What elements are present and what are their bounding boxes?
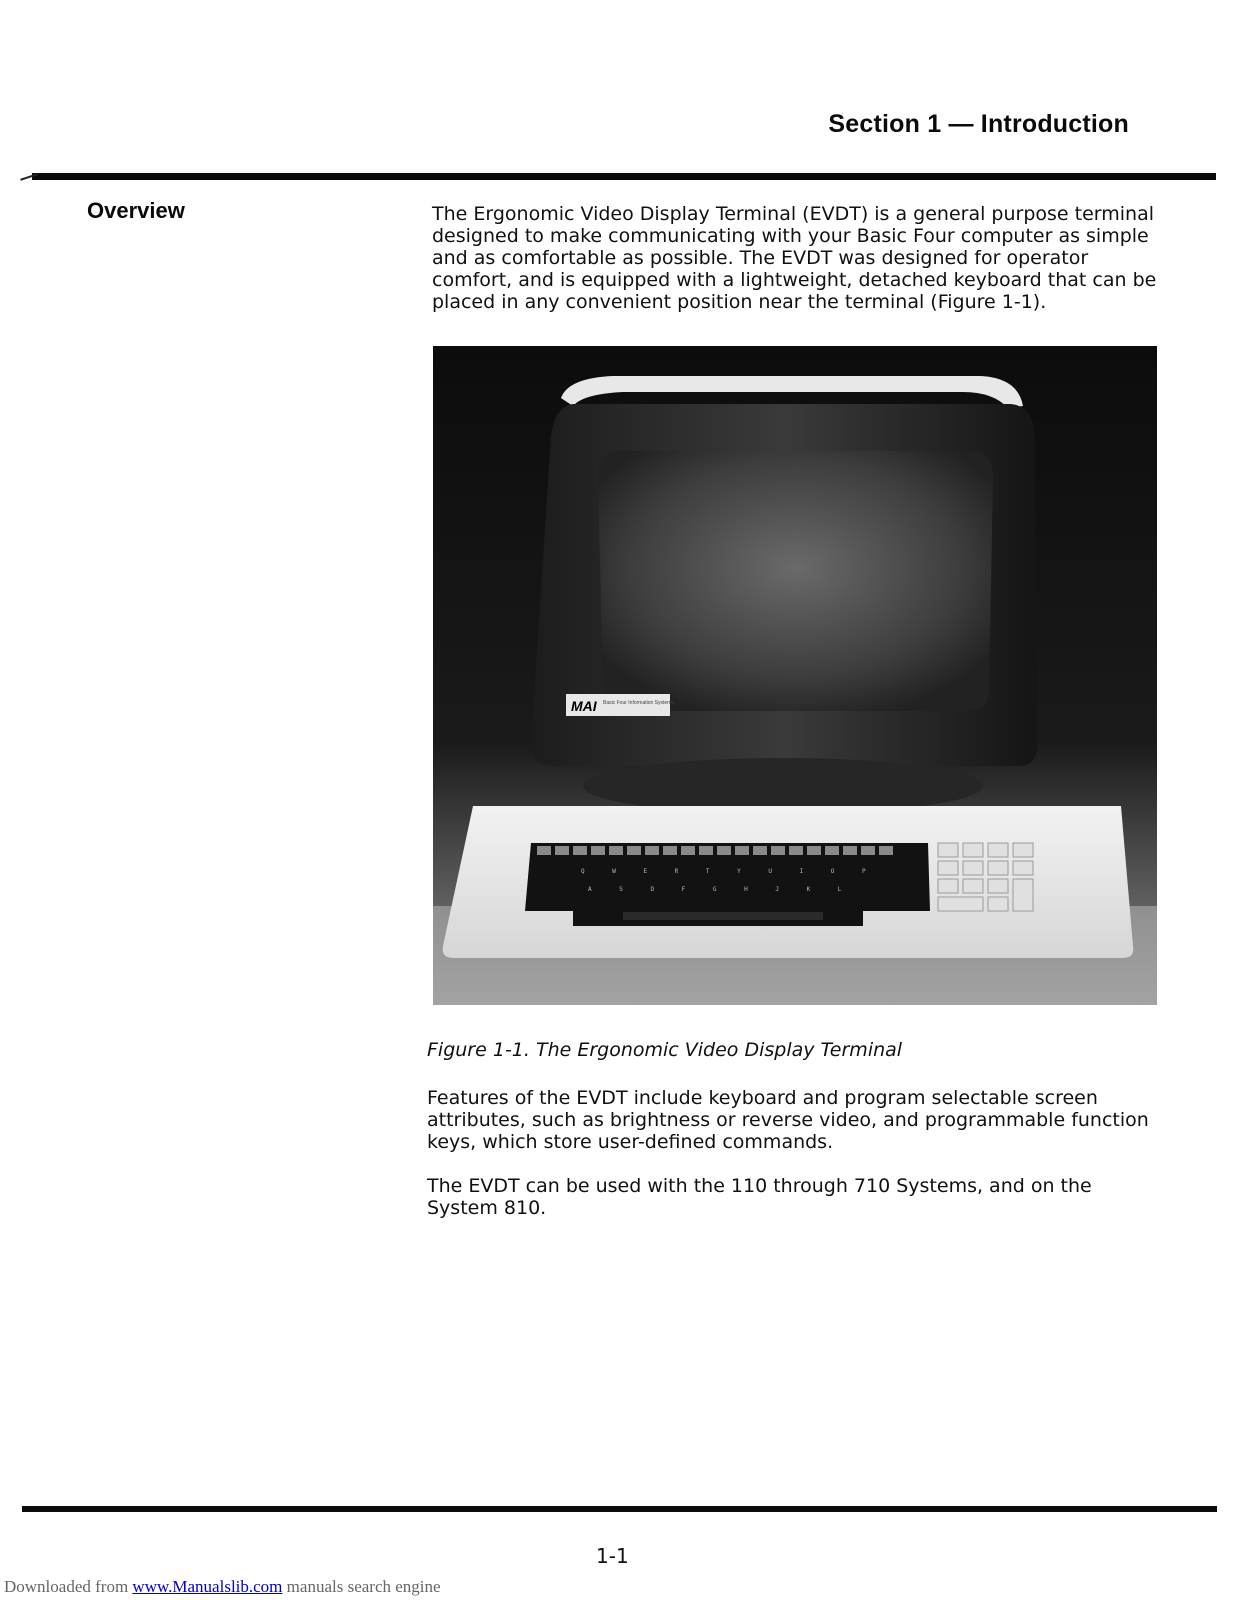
logo-subtext: Basic Four Information Systems	[603, 700, 674, 706]
section-title: Section 1 — Introduction	[828, 110, 1129, 138]
download-footer	[4, 1577, 441, 1597]
terminal-photo	[433, 346, 1157, 1005]
terminal-illustration	[433, 346, 1157, 1005]
bottom-rule	[22, 1506, 1217, 1512]
keyboard-spacebar	[623, 912, 823, 920]
overview-heading: Overview	[87, 198, 185, 223]
keyboard-home-row: A S D F G H J K L	[588, 886, 854, 893]
footer-prefix: Downloaded from	[4, 1577, 133, 1596]
intro-paragraph: The Ergonomic Video Display Terminal (EVDT) is a general purpose terminal designed to make communicating with your Basic Four computer as simple and as comfortable as possible. The EVDT was designed for operator comfort, and is equipped with a lightweight, detached keyboard that can be placed in any convenient position near the terminal (Figure 1-1).	[432, 203, 1157, 313]
monitor-stand	[583, 758, 983, 814]
systems-paragraph: The EVDT can be used with the 110 through 710 Systems, and on the System 810.	[427, 1175, 1092, 1219]
monitor-logo-badge	[566, 694, 674, 716]
monitor-screen	[598, 451, 993, 711]
manualslib-link[interactable]: www.Manualslib.com	[132, 1577, 283, 1596]
features-paragraph: Features of the EVDT include keyboard and program selectable screen attributes, such as brightness or reverse video, and programmable function keys, which store user-defined commands.	[427, 1087, 1149, 1153]
top-rule	[32, 173, 1216, 180]
footer-suffix: manuals search engine	[282, 1577, 441, 1596]
figure-caption: Figure 1-1. The Ergonomic Video Display Terminal	[427, 1039, 903, 1061]
logo-text: MAI	[571, 698, 597, 714]
keyboard-qwerty-row: Q W E R T Y U I O P	[581, 868, 878, 875]
page-number: 1-1	[596, 1544, 629, 1568]
